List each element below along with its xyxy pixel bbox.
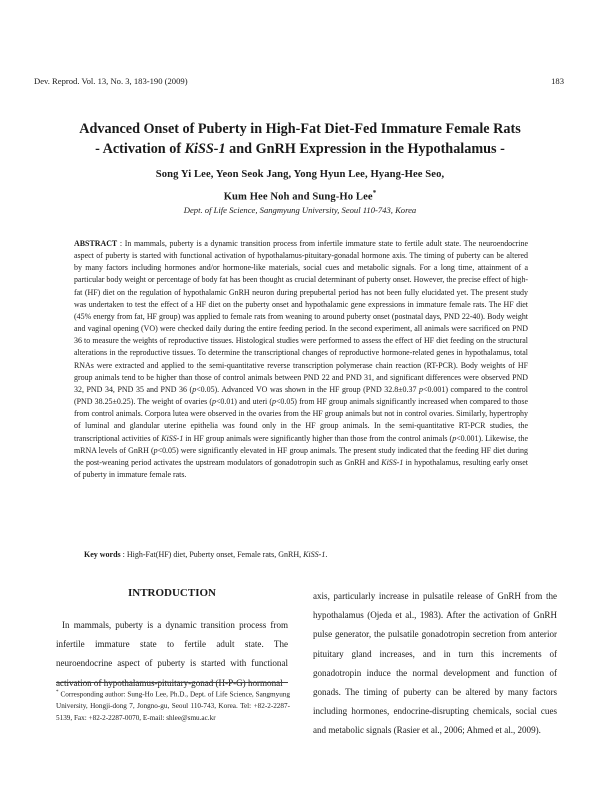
abstract-text-9: in hypothalamus, resulting early onset of puberty in immature female rats. <box>74 457 528 479</box>
paper-title <box>30 119 570 159</box>
abstract-text-4: <0.01) and uteri ( <box>215 397 272 407</box>
keywords-gene-name: KiSS-1 <box>303 550 326 559</box>
keywords <box>84 549 524 561</box>
title-line-2-pre: - Activation of <box>95 141 185 157</box>
affiliation: Dept. of Life Science, Sangmyung University, Seoul 110-743, Korea <box>183 205 417 215</box>
title-gene-name: KiSS-1 <box>184 141 226 157</box>
abstract-text-5: <0.05) from HF group animals significantly increased when compared to those from control animals. Corpora lutea were observed in the ovaries from the HF group animals but not in control ovaries. Similarly, hypertrophy of luminal and glandular uterine epithelia was found only in the HF group animals. In the semi-quantitative RT-PCR studies, the transcriptional activities of <box>74 397 529 443</box>
page-number: 183 <box>551 76 564 86</box>
introduction-heading: INTRODUCTION <box>127 587 216 599</box>
abstract-text-2: <0.05). Advanced VO was shown in the HF group (PND 32.8±0.37 <box>196 384 420 394</box>
left-column <box>56 586 288 693</box>
running-head <box>34 76 564 86</box>
footnote-divider <box>56 682 288 683</box>
abstract-text-7: <0.001). Likewise, the mRNA levels of GnRH ( <box>74 433 528 455</box>
introduction-left-text: In mammals, puberty is a dynamic transition process from infertile immature state to fertile adult state. The neuroendocrine aspect of puberty is started with functional activation of hypothalamus-pituitary-gonad (H-P-G) hormonal <box>56 620 288 688</box>
abstract-p-symbol: p <box>452 433 457 443</box>
abstract-text-6: in HF group animals were significantly higher than those from the control animals ( <box>183 433 453 443</box>
abstract-gene-name: KiSS-1 <box>161 433 184 443</box>
abstract-p-symbol: p <box>211 397 216 407</box>
introduction-right-text: axis, particularly increase in pulsatile release of GnRH from the hypothalamus (Ojeda et al., 1983). After the activation of GnRH pulse generator, the pulsatile gonadotropin secretion from anterior pituitary gland increases, and in turn this increments of gonadotropin induce the normal development and function of gonads. The timing of puberty can be altered by many factors including hormones, endocrine-disrupting chemicals, social cues and metabolic signals (Rasier et al., 2006; Ahmed et al., 2009). <box>313 591 557 736</box>
authors-line-2 <box>40 184 560 207</box>
keywords-text: : High-Fat(HF) diet, Puberty onset, Female rats, GnRH, <box>120 550 304 559</box>
title-line-2-post: and GnRH Expression in the Hypothalamus - <box>225 141 505 157</box>
author-list <box>40 166 560 207</box>
corresponding-author-mark: * <box>372 189 377 197</box>
abstract-gene-name: KiSS-1 <box>381 457 404 467</box>
abstract-p-symbol: p <box>192 384 197 394</box>
authors-line-1: Song Yi Lee, Yeon Seok Jang, Yong Hyun Lee, Hyang-Hee Seo, <box>155 169 445 180</box>
abstract-p-symbol: p <box>271 397 276 407</box>
abstract-p-symbol: p <box>419 384 423 394</box>
keywords-label: Key words <box>84 550 121 559</box>
title-line-2 <box>30 139 570 159</box>
footnote-mark: * <box>56 690 59 695</box>
abstract-p-symbol: p <box>153 445 158 455</box>
footnote-text: Corresponding author: Sung-Ho Lee, Ph.D., Dept. of Life Science, Sangmyung University, Hongji-dong 7, Jongno-gu, Seoul 110-743, Korea. Tel: +82-2-2287-5139, Fax: +82-2-2287-0070, E-mail: shlee@smu.ac.kr <box>56 690 290 722</box>
abstract <box>74 238 528 481</box>
journal-citation: Dev. Reprod. Vol. 13, No. 3, 183-190 (2009) <box>34 76 188 86</box>
keywords-end: . <box>325 550 328 559</box>
abstract-text-8: <0.05) were significantly elevated in HF group animals. The present study indicated that the feeding HF diet during the post-weaning period activates the upstream modulators of gonadotropin such as GnRH and <box>74 445 528 467</box>
authors-line-2-text: Kum Hee Noh and Sung-Ho Lee <box>223 191 373 203</box>
abstract-text-1: : In mammals, puberty is a dynamic transition process from infertile immature state to fertile adult state. The neuroendocrine aspect of puberty is started with functional activation of hypothalamus-pituitary-gonadal hormone axis. The timing of puberty can be altered by many factors including hormones and/or hormone-like materials, social cues and metabolic signals. For a long time, attainment of a particular body weight or percentage of body fat has been thought as crucial determinant of puberty onset. However, the precise effect of high-fat (HF) diet on the regulation of hypothalamic GnRH neuron during prepubertal period has not been fully elucidated yet. The present study was undertaken to test the effect of a HF diet on the puberty onset and hypothalamic gene expressions in immature female rats. The HF diet (45% energy from fat, HF group) was applied to female rats from weaning to around puberty onset (postnatal days, PND 22-40). Body weight and vaginal opening (VO) were checked daily during the entire feeding period. In the second experiment, all animals were sacrificed on PND 36 to measure the weights of reproductive tissues. Histological studies were performed to assess the effect of HF diet feeding on the structural alterations in the reproductive tissues. To determine the transcriptional changes of reproductive hormone-related genes in hypothalamus, total RNAs were extracted and applied to the semi-quantitative reverse transcription polymerase chain reaction (RT-PCR). Body weights of HF group animals tend to be higher than those of control animals between PND 22 and PND 31, and significant differences were observed PND 32, PND 34, PND 35 and PND 36 ( <box>74 239 528 394</box>
corresponding-author-footnote <box>56 687 290 725</box>
abstract-label: ABSTRACT <box>74 239 118 248</box>
title-line-1: Advanced Onset of Puberty in High-Fat Diet-Fed Immature Female Rats <box>79 121 521 137</box>
abstract-text-3: <0.001) compared to the control (PND 38.25±0.25). The weight of ovaries ( <box>74 384 528 407</box>
